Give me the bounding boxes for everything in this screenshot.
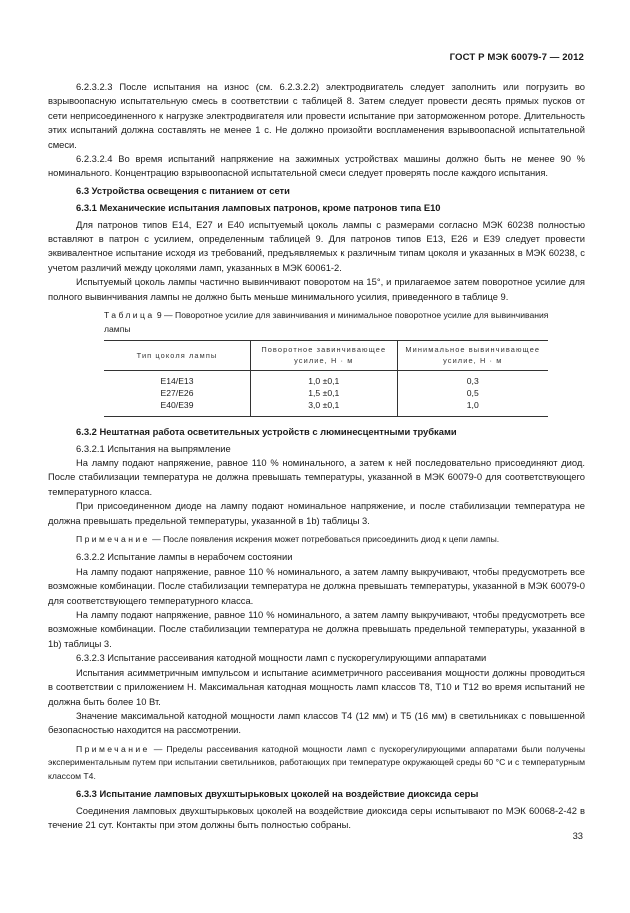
note-text: — Пределы рассеивания катодной мощности ламп с пускорегулирующими аппаратами были получены экспериментальным путем при испытании светильников, работающих при температуре окружающей среды 60 °С и с температурным классом Т4. (48, 743, 585, 781)
paragraph-6-2-3-2-4: 6.2.3.2.4 Во время испытаний напряжение на зажимных устройствах машины должно быть не менее 90 % номинального. Концентрацию взрывоопасной испытательной смеси следует проверять после каждого испытания. (48, 153, 585, 179)
table-9 (104, 340, 548, 417)
note-1 (48, 533, 585, 547)
paragraph-rectification: На лампу подают напряжение, равное 110 % номинального, а затем к ней последовательно присоединяют диод. После стабилизации температура не должна превышать температуры, указанной в МЭК 60079-0 для соответствующего температурного класса. (48, 456, 585, 497)
table-row (104, 371, 548, 417)
table-header-cell: Поворотное завинчивающее усилие, Н · м (251, 341, 398, 371)
paragraph-inoperative-1: На лампу подают напряжение, равное 110 % номинального, а затем лампу выкручивают, чтобы предусмотреть все возможные комбинации. После стабилизации температура не должна превышать температуры, указанной в МЭК 60079-0 для соответствующего температурного класса. (48, 565, 585, 606)
min-unscrewing-torque: 0,5 (466, 388, 479, 399)
screwing-torque: 3,0 ±0,1 (308, 400, 340, 411)
table-header-cell: Тип цоколя лампы (104, 341, 251, 371)
heading-6-3: 6.3 Устройства освещения с питанием от сети (76, 184, 290, 196)
base-type: Е14/Е13 (160, 376, 194, 387)
paragraph-inoperative-2: На лампу подают напряжение, равное 110 % номинального, а затем лампу выкручивают, чтобы предусмотреть все возможные комбинации. После стабилизации температура не должна превышать предельной температуры, указанной в 1b) таблицы 3. (48, 609, 585, 649)
table-cell (397, 371, 548, 417)
table-9-caption (104, 309, 564, 336)
screwing-torque: 1,0 ±0,1 (308, 376, 340, 387)
base-type: Е40/Е39 (160, 400, 194, 411)
table-header-cell: Минимальное вывинчивающее усилие, Н · м (397, 341, 548, 371)
table-caption-label: Таблица (104, 310, 155, 321)
paragraph-asymmetric: Испытания асимметричным импульсом и испытание асимметричного рассеивания мощности должны проводиться в соответствии с приложением Н. Максимальная катодная мощность ламп классов Т8, Т10 и Т12 во время испытаний не должна быть более 10 Вт. (48, 666, 585, 707)
subsection-6-3-2-3: 6.3.2.3 Испытание рассеивания катодной мощности ламп с пускорегулирующими аппаратами (76, 652, 487, 664)
note-2 (48, 743, 585, 784)
paragraph-lamp-holders: Для патронов типов Е14, Е27 и Е40 испытуемый цоколь лампы с размерами согласно МЭК 60238 полностью вставляют в патрон с усилием, определенным таблицей 9. Для патронов типов Е13, Е26 и Е39 следует провести эквивалентное испытание исходя из требований, предъявляемых к различным типам цоколя и указанных в МЭК 60238, с учетом различий между цоколями ламп, указанных в МЭК 60061-2. (48, 218, 585, 273)
heading-6-3-1: 6.3.1 Механические испытания ламповых патронов, кроме патронов типа Е10 (76, 202, 441, 214)
table-cell (251, 371, 398, 417)
heading-6-3-3: 6.3.3 Испытание ламповых двухштырьковых цоколей на воздействие диоксида серы (76, 788, 479, 800)
page-number: 33 (572, 830, 583, 841)
table-caption-text: 9 — Поворотное усилие для завинчивания и минимальное поворотное усилие для вывинчивания лампы (104, 310, 549, 334)
base-type: Е27/Е26 (160, 388, 194, 399)
table-cell (104, 371, 251, 417)
running-header: ГОСТ Р МЭК 60079-7 — 2012 (449, 52, 584, 63)
subsection-6-3-2-1: 6.3.2.1 Испытания на выпрямление (76, 442, 231, 454)
min-unscrewing-torque: 0,3 (466, 376, 479, 387)
min-unscrewing-torque: 1,0 (466, 400, 479, 411)
paragraph-diode: При присоединенном диоде на лампу подают номинальное напряжение, и после стабилизации температура не должна превышать предельной температуры, указанной в 1b) таблицы 3. (48, 500, 585, 526)
paragraph-unscrewing: Испытуемый цоколь лампы частично вывинчивают поворотом на 15°, и прилагаемое затем поворотное усилие для полного вывинчивания лампы не должно быть меньше минимального усилия, приведенного в таблице 9. (48, 276, 585, 302)
note-label: Примечание (76, 533, 150, 544)
page-body (48, 80, 585, 832)
heading-6-3-2: 6.3.2 Нештатная работа осветительных устройств с люминесцентными трубками (76, 426, 457, 438)
note-label: Примечание (76, 743, 150, 754)
note-text: — После появления искрения может потребоваться присоединить диод к цепи лампы. (149, 533, 500, 544)
subsection-6-3-2-2: 6.3.2.2 Испытание лампы в нерабочем состоянии (76, 551, 293, 563)
paragraph-t4-t5: Значение максимальной катодной мощности ламп классов Т4 (12 мм) и Т5 (16 мм) в светильниках с повышенной безопасностью находится на рассмотрении. (48, 709, 585, 736)
paragraph-sulfur-dioxide: Соединения ламповых двухштырьковых цоколей на воздействие диоксида серы испытывают по МЭК 60068-2-42 в течение 21 сут. Контакты при этом должны быть полностью собраны. (48, 804, 585, 831)
paragraph-6-2-3-2-3: 6.2.3.2.3 После испытания на износ (см. 6.2.3.2.2) электродвигатель следует заполнить или погрузить во взрывоопасную испытательную смесь в соответствии с таблицей 8. Затем следует провести десять прямых пусков от сети неприсоединенного к нагрузке электродвигателя или провести испытание при заторможенном роторе. Длительность этих испытаний должна составлять не менее 1 с. Не должно произойти воспламенения взрывоопасной испытательной смеси. (48, 81, 585, 150)
screwing-torque: 1,5 ±0,1 (308, 388, 340, 399)
